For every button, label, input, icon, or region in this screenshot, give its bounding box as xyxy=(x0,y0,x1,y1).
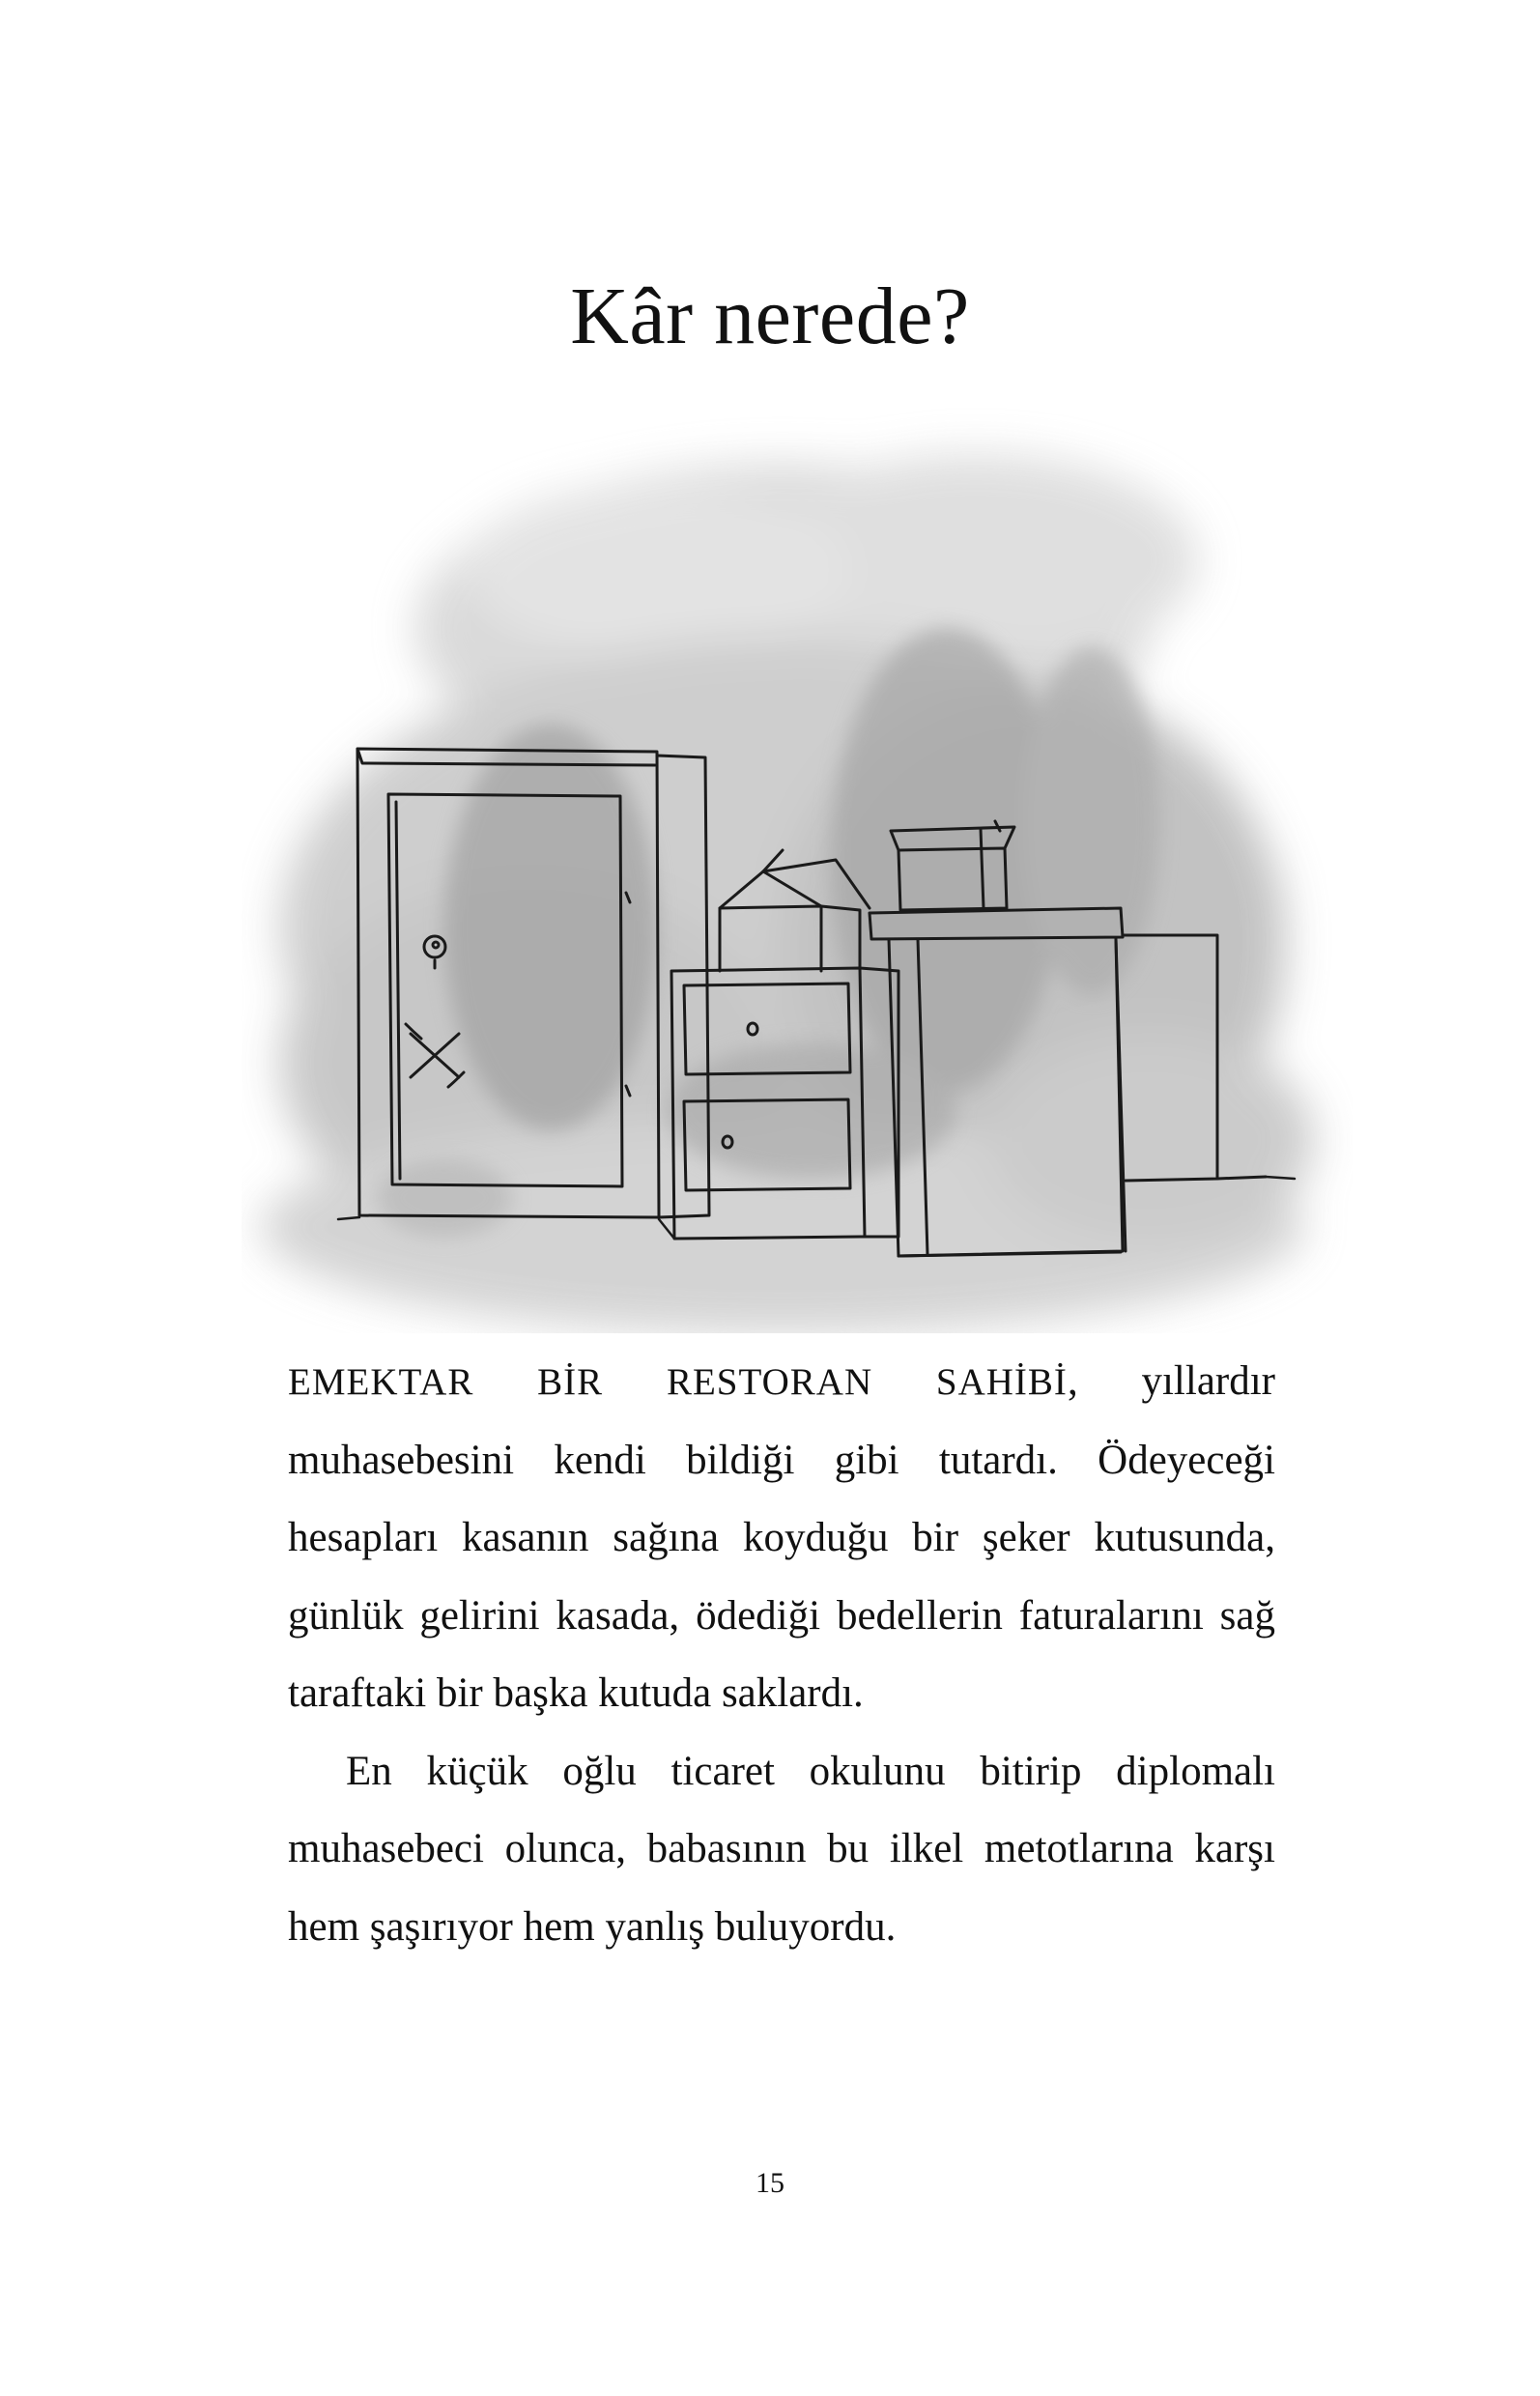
safe-and-boxes-sketch-icon xyxy=(242,406,1353,1333)
page-number: 15 xyxy=(756,2167,784,2199)
paragraph-2 xyxy=(288,1733,1275,1967)
paragraph-2-text: En küçük oğlu ticaret okulunu bitirip diplomalı muhasebeci olunca, babasının bu ilkel metotlarına karşı hem şaşırıyor hem yanlış buluyordu. xyxy=(288,1748,1275,1950)
paragraph-1-text: , yıllardır muhasebesini kendi bildiği gibi tutardı. Ödeyeceği hesapları kasanın sağına koyduğu bir şeker kutusunda, günlük gelirini kasada, ödediği bedellerin faturalarını sağ taraftaki bir başka kutuda saklardı. xyxy=(288,1358,1275,1716)
watercolor-illustration xyxy=(242,406,1353,1333)
body-text xyxy=(288,1343,1275,1966)
chapter-title: Kâr nerede? xyxy=(570,271,970,361)
paragraph-1 xyxy=(288,1343,1275,1733)
opening-words: EMEKTAR BİR RESTORAN SAHİBİ xyxy=(288,1361,1068,1403)
